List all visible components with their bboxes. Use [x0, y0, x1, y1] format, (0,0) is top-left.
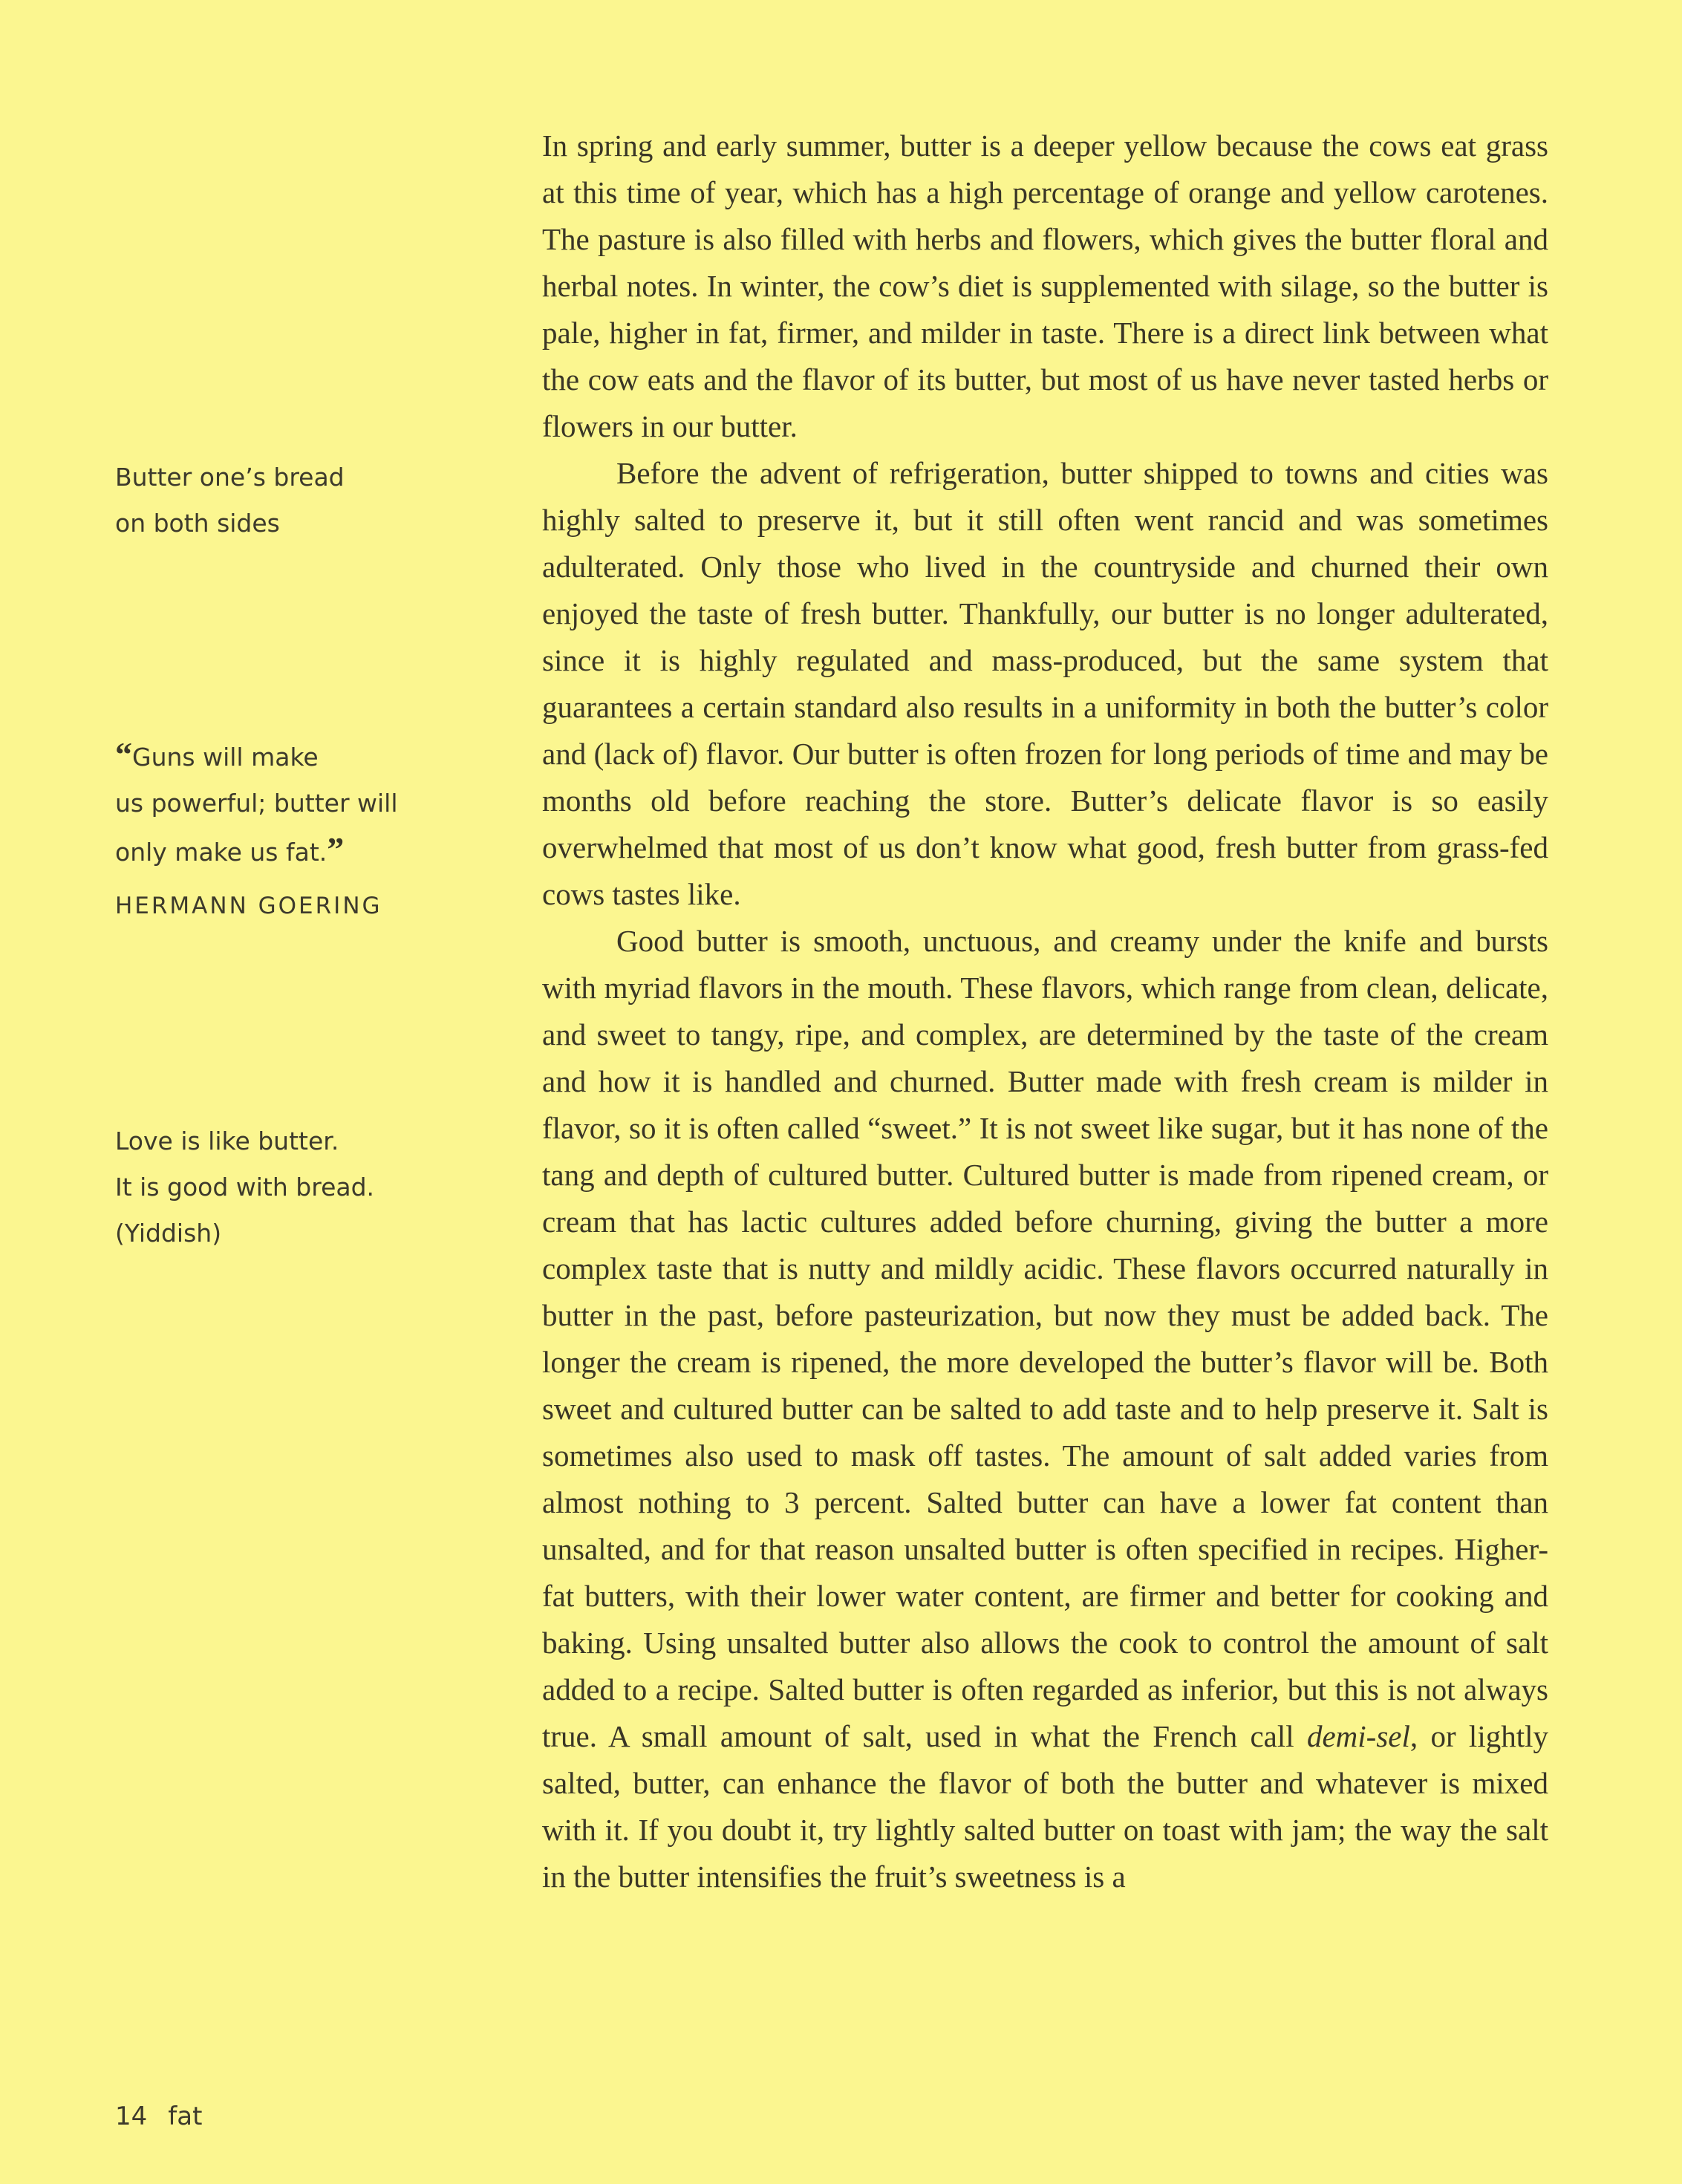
paragraph: Before the advent of refrigeration, butter shipped to towns and cities was highly salted to preserve it, but it still often went rancid and was sometimes adulterated. Only those who lived in the countryside and churned their own enjoyed the taste of fresh butter. Thankfully, our butter is no longer adulterated, since it is highly regulated and mass-produced, but the same system that guarantees a certain standard also results in a uniformity in both the butter’s color and (lack of) flavor. Our butter is often frozen for long periods of time and may be months old before reaching the store. Butter’s delicate flavor is so easily overwhelmed that most of us don’t know what good, fresh butter from grass-fed cows tastes like.	[542, 456, 1548, 911]
sidebar-proverb-love	[115, 1118, 427, 1256]
sidebar-line: Butter one’s bread	[115, 463, 345, 492]
sidebar-line: us powerful; butter will	[115, 789, 398, 818]
sidebar-line: (Yiddish)	[115, 1219, 222, 1248]
quote-text: only make us fat.	[115, 838, 327, 867]
sidebar-quote-goering	[115, 731, 427, 929]
sidebar-line: on both sides	[115, 509, 280, 538]
sidebar-line: It is good with bread.	[115, 1173, 375, 1202]
page-footer	[115, 2102, 202, 2131]
paragraph-text: Good butter is smooth, unctuous, and creamy under the knife and bursts with myriad flavors in the mouth. These flavors, which range from clean, delicate, and sweet to tangy, ripe, and complex, are determined by the taste of the cream and how it is handled and churned. Butter made with fresh cream is milder in flavor, so it is often called “sweet.” It is not sweet like sugar, but it has none of the tang and depth of cultured butter. Cultured butter is made from ripened cream, or cream that has lactic cultures added before churning, giving the butter a more complex taste that is nutty and mildly acidic. These flavors occurred naturally in butter in the past, before pasteurization, but now they must be added back. The longer the cream is ripened, the more developed the butter’s flavor will be. Both sweet and cultured butter can be salted to add taste and to help preserve it. Salt is sometimes also used to mask off tastes. The amount of salt added varies from almost nothing to 3 percent. Salted butter can have a lower fat content than unsalted, and for that reason unsalted butter is often specified in recipes. Higher-fat butters, with their lower water content, are firmer and better for cooking and baking. Using unsalted butter also allows the cook to control the amount of salt added to a recipe. Salted butter is often regarded as inferior, but this is not always true. A small amount of salt, used in what the French call	[542, 924, 1548, 1753]
sidebar-proverb-bread	[115, 454, 427, 547]
open-quote-mark: “	[115, 735, 132, 773]
paragraph: In spring and early summer, butter is a deeper yellow because the cows eat grass at this time of year, which has a high percentage of orange and yellow carotenes. The pasture is also filled with herbs and flowers, which gives the butter floral and herbal notes. In winter, the cow’s diet is supplemented with silage, so the butter is pale, higher in fat, firmer, and milder in taste. There is a direct link between what the cow eats and the flavor of its butter, but most of us have never tasted herbs or flowers in our butter.	[542, 128, 1548, 443]
sidebar-line	[115, 827, 427, 876]
paragraph	[542, 918, 1548, 1900]
quote-attribution: HERMANN GOERING	[115, 893, 382, 919]
body-text	[542, 123, 1548, 1900]
quote-text: Guns will make	[132, 743, 319, 772]
italic-term: demi-sel	[1306, 1719, 1410, 1753]
page-number: 14	[115, 2102, 148, 2131]
sidebar-line	[115, 731, 427, 780]
paragraph-text: , or lightly salted, butter, can enhance the flavor of both the butter and whatever is mixed with it. If you doubt it, try lightly salted butter on toast with jam; the way the salt in the butter intensifies the fruit’s sweetness is a	[542, 1719, 1548, 1894]
close-quote-mark: ”	[327, 830, 345, 868]
sidebar-line: Love is like butter.	[115, 1127, 339, 1155]
running-head: fat	[168, 2102, 203, 2131]
